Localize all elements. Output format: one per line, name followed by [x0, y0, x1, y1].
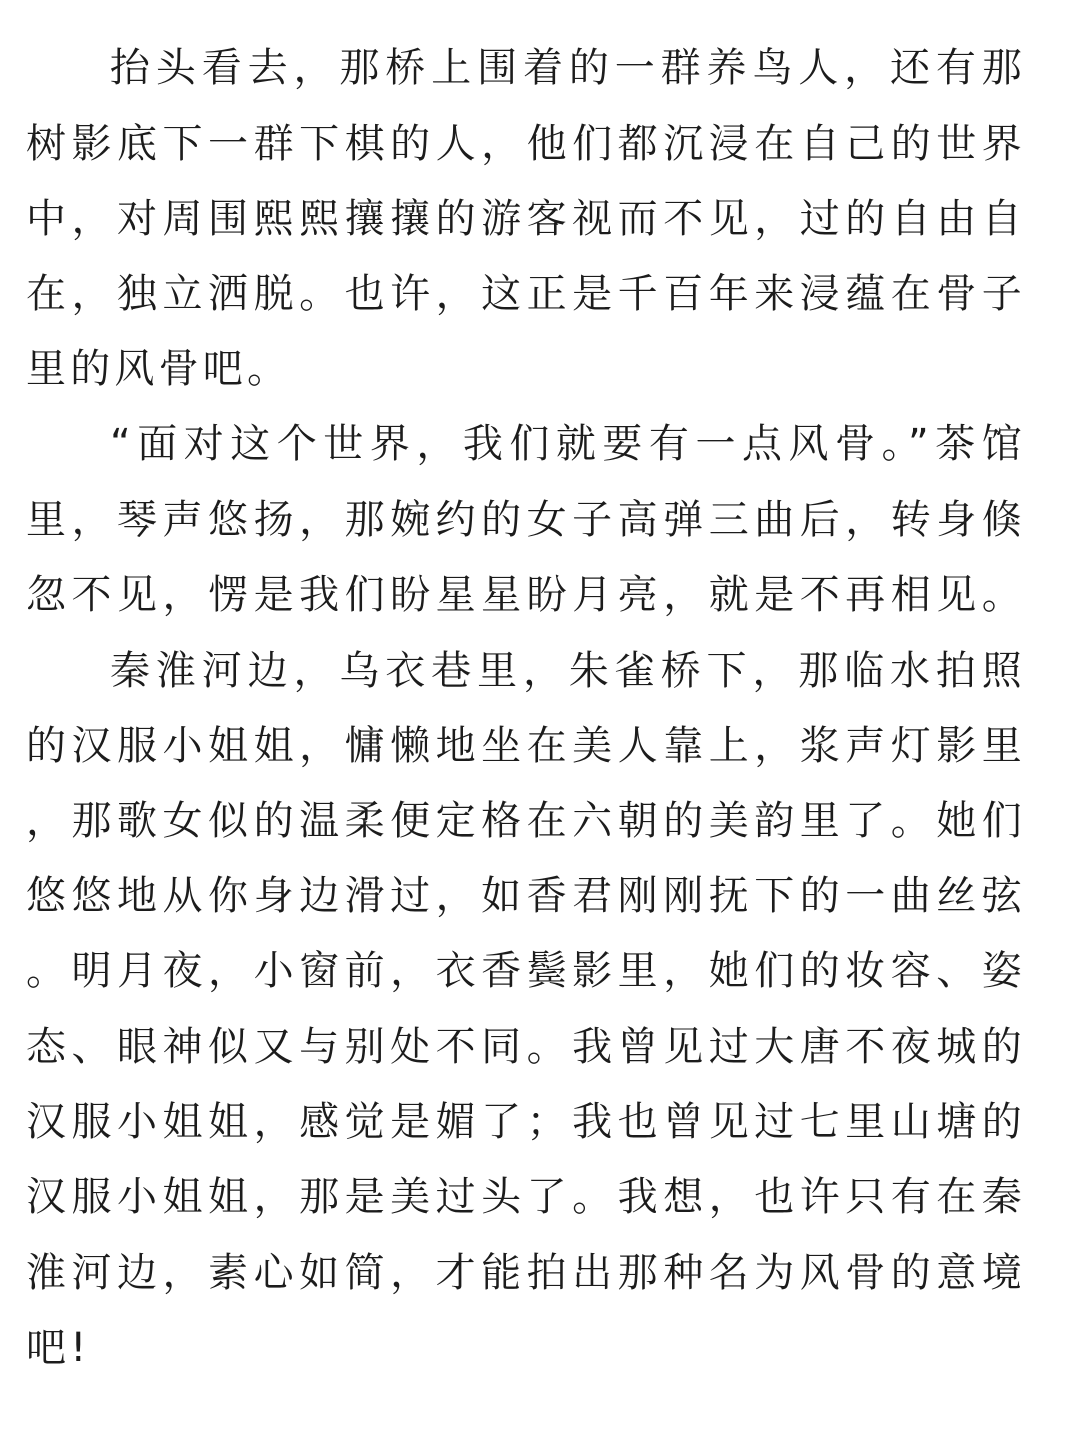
text-line: 淮河边，素心如简，才能拍出那种名为风骨的意境 — [26, 1250, 1026, 1296]
text-line: 抬头看去，那桥上围着的一群养鸟人，还有那 — [110, 45, 1026, 91]
text-line: 在，独立洒脱。也许，这正是千百年来浸蕴在骨子 — [26, 271, 1026, 317]
text-line: ，那歌女似的温柔便定格在六朝的美韵里了。她们 — [26, 798, 1026, 844]
text-line: 秦淮河边，乌衣巷里，朱雀桥下，那临水拍照 — [110, 648, 1026, 694]
text-line: “面对这个世界，我们就要有一点风骨。”茶馆 — [110, 421, 1026, 467]
text-line: 悠悠地从你身边滑过，如香君刚刚抚下的一曲丝弦 — [26, 873, 1026, 919]
text-line: 吧! — [26, 1325, 91, 1371]
text-line: 里的风骨吧。 — [26, 346, 292, 392]
text-line: 汉服小姐姐，感觉是媚了；我也曾见过七里山塘的 — [26, 1099, 1026, 1145]
text-line: 中，对周围熙熙攘攘的游客视而不见，过的自由自 — [26, 196, 1026, 242]
text-line: 的汉服小姐姐，慵懒地坐在美人靠上，浆声灯影里 — [26, 723, 1026, 769]
text-line: 忽不见，愣是我们盼星星盼月亮，就是不再相见。 — [26, 572, 1026, 618]
text-line: 态、眼神似又与别处不同。我曾见过大唐不夜城的 — [26, 1024, 1026, 1070]
text-line: 汉服小姐姐，那是美过头了。我想，也许只有在秦 — [26, 1174, 1026, 1220]
text-line: 里，琴声悠扬，那婉约的女子高弹三曲后，转身倏 — [26, 497, 1026, 543]
text-line: 。明月夜，小窗前，衣香鬓影里，她们的妆容、姿 — [26, 948, 1026, 994]
text-line: 树影底下一群下棋的人，他们都沉浸在自己的世界 — [26, 121, 1026, 167]
